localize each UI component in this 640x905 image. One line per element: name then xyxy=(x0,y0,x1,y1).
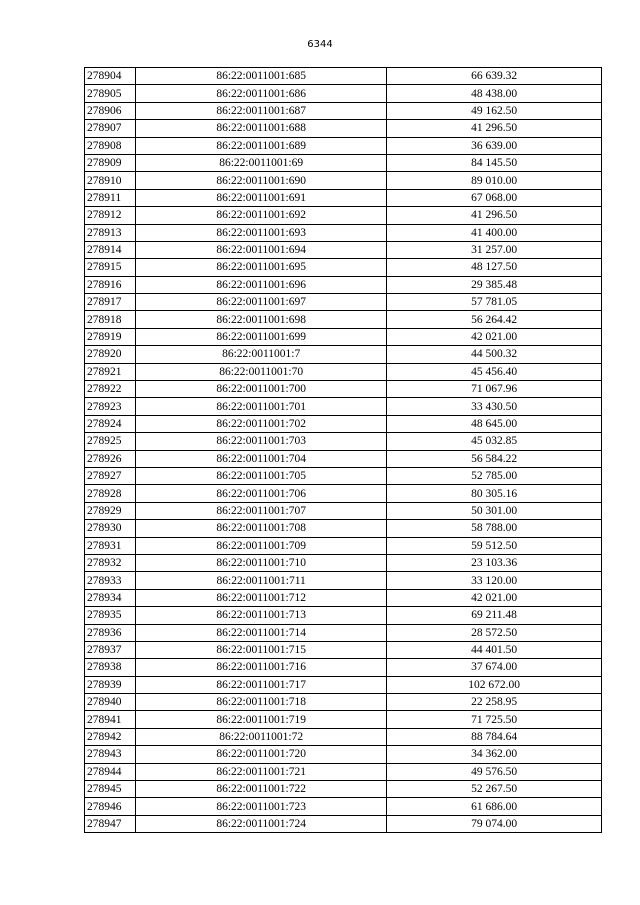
cadastral-value-cell: 84 145.50 xyxy=(387,154,602,171)
row-number-cell: 278912 xyxy=(85,207,136,224)
cadastral-number-cell: 86:22:0011001:7 xyxy=(136,346,387,363)
cadastral-number-cell: 86:22:0011001:687 xyxy=(136,102,387,119)
table-row xyxy=(85,607,602,624)
row-number-cell: 278918 xyxy=(85,311,136,328)
table-row xyxy=(85,68,602,85)
table-row xyxy=(85,154,602,171)
cadastral-number-cell: 86:22:0011001:698 xyxy=(136,311,387,328)
cadastral-number-cell: 86:22:0011001:69 xyxy=(136,154,387,171)
cadastral-number-cell: 86:22:0011001:712 xyxy=(136,589,387,606)
table-row xyxy=(85,328,602,345)
table-row xyxy=(85,537,602,554)
table-row xyxy=(85,450,602,467)
cadastral-value-cell: 49 162.50 xyxy=(387,102,602,119)
table-row xyxy=(85,589,602,606)
table-row xyxy=(85,224,602,241)
table-row xyxy=(85,711,602,728)
row-number-cell: 278910 xyxy=(85,172,136,189)
cadastral-value-cell: 33 120.00 xyxy=(387,572,602,589)
row-number-cell: 278924 xyxy=(85,415,136,432)
row-number-cell: 278946 xyxy=(85,798,136,815)
cadastral-number-cell: 86:22:0011001:720 xyxy=(136,746,387,763)
cadastral-value-cell: 66 639.32 xyxy=(387,68,602,85)
cadastral-value-cell: 45 032.85 xyxy=(387,433,602,450)
cadastral-value-cell: 29 385.48 xyxy=(387,276,602,293)
table-row xyxy=(85,137,602,154)
row-number-cell: 278923 xyxy=(85,398,136,415)
table-row xyxy=(85,85,602,102)
row-number-cell: 278906 xyxy=(85,102,136,119)
table-row xyxy=(85,346,602,363)
cadastral-value-table xyxy=(84,67,602,833)
row-number-cell: 278926 xyxy=(85,450,136,467)
row-number-cell: 278942 xyxy=(85,728,136,745)
cadastral-value-cell: 56 264.42 xyxy=(387,311,602,328)
cadastral-value-cell: 42 021.00 xyxy=(387,328,602,345)
row-number-cell: 278922 xyxy=(85,381,136,398)
cadastral-value-cell: 45 456.40 xyxy=(387,363,602,380)
cadastral-number-cell: 86:22:0011001:689 xyxy=(136,137,387,154)
row-number-cell: 278911 xyxy=(85,189,136,206)
cadastral-number-cell: 86:22:0011001:723 xyxy=(136,798,387,815)
cadastral-number-cell: 86:22:0011001:702 xyxy=(136,415,387,432)
table-row xyxy=(85,520,602,537)
table-row xyxy=(85,259,602,276)
table-row xyxy=(85,798,602,815)
cadastral-number-cell: 86:22:0011001:722 xyxy=(136,781,387,798)
cadastral-number-cell: 86:22:0011001:690 xyxy=(136,172,387,189)
table-row xyxy=(85,241,602,258)
table-row xyxy=(85,572,602,589)
cadastral-number-cell: 86:22:0011001:716 xyxy=(136,659,387,676)
row-number-cell: 278929 xyxy=(85,502,136,519)
cadastral-value-cell: 37 674.00 xyxy=(387,659,602,676)
row-number-cell: 278943 xyxy=(85,746,136,763)
table-row xyxy=(85,467,602,484)
row-number-cell: 278917 xyxy=(85,294,136,311)
cadastral-value-cell: 33 430.50 xyxy=(387,398,602,415)
row-number-cell: 278940 xyxy=(85,694,136,711)
table-row xyxy=(85,172,602,189)
cadastral-value-cell: 48 438.00 xyxy=(387,85,602,102)
cadastral-number-cell: 86:22:0011001:713 xyxy=(136,607,387,624)
row-number-cell: 278933 xyxy=(85,572,136,589)
cadastral-number-cell: 86:22:0011001:721 xyxy=(136,763,387,780)
cadastral-number-cell: 86:22:0011001:710 xyxy=(136,554,387,571)
cadastral-number-cell: 86:22:0011001:685 xyxy=(136,68,387,85)
cadastral-number-cell: 86:22:0011001:707 xyxy=(136,502,387,519)
cadastral-value-cell: 28 572.50 xyxy=(387,624,602,641)
row-number-cell: 278927 xyxy=(85,467,136,484)
cadastral-value-cell: 102 672.00 xyxy=(387,676,602,693)
cadastral-number-cell: 86:22:0011001:708 xyxy=(136,520,387,537)
cadastral-number-cell: 86:22:0011001:72 xyxy=(136,728,387,745)
cadastral-value-cell: 89 010.00 xyxy=(387,172,602,189)
row-number-cell: 278921 xyxy=(85,363,136,380)
cadastral-value-cell: 61 686.00 xyxy=(387,798,602,815)
cadastral-number-cell: 86:22:0011001:717 xyxy=(136,676,387,693)
row-number-cell: 278908 xyxy=(85,137,136,154)
cadastral-number-cell: 86:22:0011001:704 xyxy=(136,450,387,467)
cadastral-number-cell: 86:22:0011001:724 xyxy=(136,815,387,832)
table-row xyxy=(85,554,602,571)
cadastral-value-cell: 41 400.00 xyxy=(387,224,602,241)
row-number-cell: 278928 xyxy=(85,485,136,502)
cadastral-number-cell: 86:22:0011001:711 xyxy=(136,572,387,589)
cadastral-number-cell: 86:22:0011001:696 xyxy=(136,276,387,293)
cadastral-value-cell: 69 211.48 xyxy=(387,607,602,624)
cadastral-number-cell: 86:22:0011001:706 xyxy=(136,485,387,502)
cadastral-number-cell: 86:22:0011001:694 xyxy=(136,241,387,258)
cadastral-value-cell: 56 584.22 xyxy=(387,450,602,467)
cadastral-value-cell: 52 785.00 xyxy=(387,467,602,484)
row-number-cell: 278937 xyxy=(85,641,136,658)
row-number-cell: 278907 xyxy=(85,120,136,137)
row-number-cell: 278944 xyxy=(85,763,136,780)
table-row xyxy=(85,746,602,763)
cadastral-value-cell: 58 788.00 xyxy=(387,520,602,537)
row-number-cell: 278905 xyxy=(85,85,136,102)
cadastral-value-cell: 41 296.50 xyxy=(387,207,602,224)
cadastral-number-cell: 86:22:0011001:699 xyxy=(136,328,387,345)
cadastral-number-cell: 86:22:0011001:693 xyxy=(136,224,387,241)
row-number-cell: 278913 xyxy=(85,224,136,241)
cadastral-number-cell: 86:22:0011001:718 xyxy=(136,694,387,711)
cadastral-number-cell: 86:22:0011001:701 xyxy=(136,398,387,415)
row-number-cell: 278930 xyxy=(85,520,136,537)
table-row xyxy=(85,311,602,328)
table-row xyxy=(85,276,602,293)
cadastral-value-cell: 71 067.96 xyxy=(387,381,602,398)
table-row xyxy=(85,659,602,676)
cadastral-value-cell: 52 267.50 xyxy=(387,781,602,798)
cadastral-value-cell: 50 301.00 xyxy=(387,502,602,519)
cadastral-value-cell: 88 784.64 xyxy=(387,728,602,745)
row-number-cell: 278920 xyxy=(85,346,136,363)
cadastral-number-cell: 86:22:0011001:709 xyxy=(136,537,387,554)
row-number-cell: 278932 xyxy=(85,554,136,571)
cadastral-number-cell: 86:22:0011001:714 xyxy=(136,624,387,641)
table-row xyxy=(85,815,602,832)
row-number-cell: 278936 xyxy=(85,624,136,641)
cadastral-number-cell: 86:22:0011001:692 xyxy=(136,207,387,224)
table-row xyxy=(85,502,602,519)
table-row xyxy=(85,294,602,311)
cadastral-number-cell: 86:22:0011001:695 xyxy=(136,259,387,276)
cadastral-value-cell: 67 068.00 xyxy=(387,189,602,206)
cadastral-number-cell: 86:22:0011001:70 xyxy=(136,363,387,380)
cadastral-value-cell: 36 639.00 xyxy=(387,137,602,154)
cadastral-number-cell: 86:22:0011001:688 xyxy=(136,120,387,137)
cadastral-value-cell: 79 074.00 xyxy=(387,815,602,832)
table-row xyxy=(85,641,602,658)
table-row xyxy=(85,398,602,415)
cadastral-number-cell: 86:22:0011001:719 xyxy=(136,711,387,728)
cadastral-value-cell: 49 576.50 xyxy=(387,763,602,780)
row-number-cell: 278938 xyxy=(85,659,136,676)
cadastral-number-cell: 86:22:0011001:697 xyxy=(136,294,387,311)
table-row xyxy=(85,763,602,780)
cadastral-number-cell: 86:22:0011001:686 xyxy=(136,85,387,102)
table-row xyxy=(85,485,602,502)
cadastral-value-cell: 23 103.36 xyxy=(387,554,602,571)
row-number-cell: 278916 xyxy=(85,276,136,293)
table-row xyxy=(85,102,602,119)
cadastral-value-cell: 34 362.00 xyxy=(387,746,602,763)
table-row xyxy=(85,120,602,137)
cadastral-value-cell: 80 305.16 xyxy=(387,485,602,502)
table-row xyxy=(85,381,602,398)
row-number-cell: 278941 xyxy=(85,711,136,728)
table-row xyxy=(85,781,602,798)
row-number-cell: 278909 xyxy=(85,154,136,171)
table-row xyxy=(85,415,602,432)
cadastral-value-cell: 48 645.00 xyxy=(387,415,602,432)
cadastral-value-cell: 42 021.00 xyxy=(387,589,602,606)
cadastral-value-cell: 48 127.50 xyxy=(387,259,602,276)
row-number-cell: 278914 xyxy=(85,241,136,258)
cadastral-value-cell: 41 296.50 xyxy=(387,120,602,137)
table-row xyxy=(85,363,602,380)
row-number-cell: 278947 xyxy=(85,815,136,832)
cadastral-value-cell: 44 500.32 xyxy=(387,346,602,363)
table-body xyxy=(85,68,602,833)
cadastral-number-cell: 86:22:0011001:691 xyxy=(136,189,387,206)
row-number-cell: 278915 xyxy=(85,259,136,276)
cadastral-value-cell: 44 401.50 xyxy=(387,641,602,658)
table-row xyxy=(85,207,602,224)
row-number-cell: 278935 xyxy=(85,607,136,624)
row-number-cell: 278904 xyxy=(85,68,136,85)
page-number: 6344 xyxy=(307,39,333,50)
cadastral-number-cell: 86:22:0011001:700 xyxy=(136,381,387,398)
table-row xyxy=(85,433,602,450)
table-row xyxy=(85,676,602,693)
table-row xyxy=(85,189,602,206)
cadastral-number-cell: 86:22:0011001:703 xyxy=(136,433,387,450)
cadastral-number-cell: 86:22:0011001:705 xyxy=(136,467,387,484)
row-number-cell: 278931 xyxy=(85,537,136,554)
table-row xyxy=(85,624,602,641)
row-number-cell: 278939 xyxy=(85,676,136,693)
cadastral-value-cell: 22 258.95 xyxy=(387,694,602,711)
cadastral-value-cell: 59 512.50 xyxy=(387,537,602,554)
cadastral-value-cell: 31 257.00 xyxy=(387,241,602,258)
cadastral-number-cell: 86:22:0011001:715 xyxy=(136,641,387,658)
cadastral-value-cell: 57 781.05 xyxy=(387,294,602,311)
row-number-cell: 278919 xyxy=(85,328,136,345)
table-row xyxy=(85,728,602,745)
cadastral-value-cell: 71 725.50 xyxy=(387,711,602,728)
table-row xyxy=(85,694,602,711)
row-number-cell: 278934 xyxy=(85,589,136,606)
row-number-cell: 278945 xyxy=(85,781,136,798)
row-number-cell: 278925 xyxy=(85,433,136,450)
